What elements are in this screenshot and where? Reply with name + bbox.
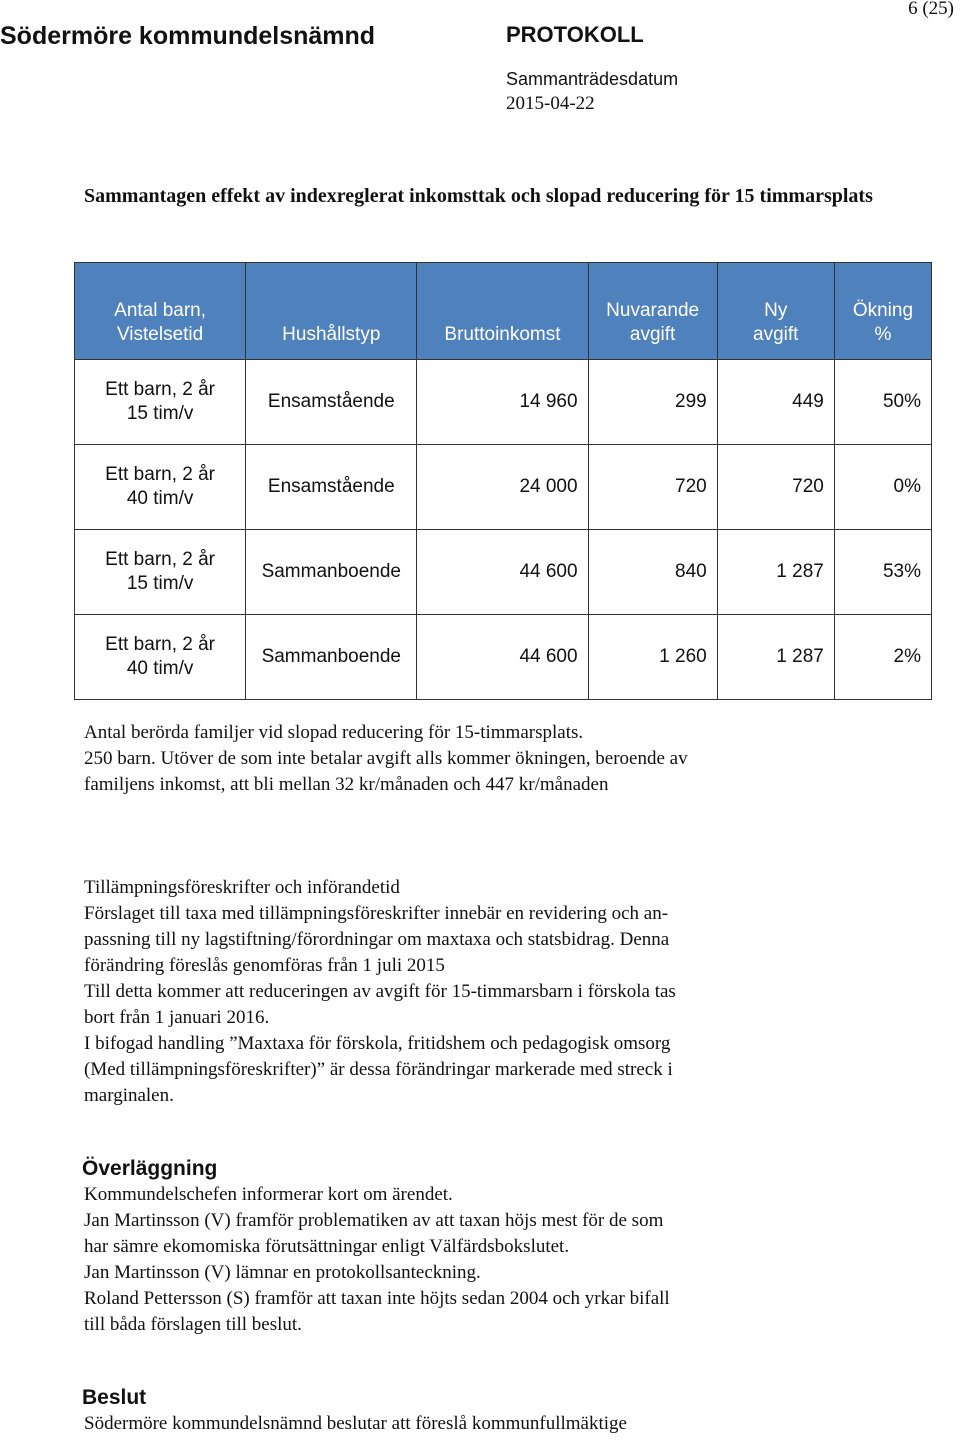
cell-new-fee: 720 xyxy=(717,445,834,530)
col-header-increase: Ökning % xyxy=(834,263,931,360)
rules-heading: Tillämpningsföreskrifter och införandetid xyxy=(84,877,400,898)
deliberation-line: till båda förslagen till beslut. xyxy=(84,1314,302,1335)
cell-new-fee: 1 287 xyxy=(717,615,834,700)
rules-line: passning till ny lagstiftning/förordningar om maxtaxa och statsbidrag. Denna xyxy=(84,929,670,950)
cell-household: Ensamstående xyxy=(246,360,417,445)
col-header-current-fee: Nuvarande avgift xyxy=(588,263,717,360)
note-line: 250 barn. Utöver de som inte betalar avgift alls kommer ökningen, beroende av xyxy=(84,748,688,769)
rules-line: förändring föreslås genomföras från 1 juli 2015 xyxy=(84,955,445,976)
cell-current-fee: 1 260 xyxy=(588,615,717,700)
deliberation-line: Jan Martinsson (V) framför problematiken av att taxan höjs mest för de som xyxy=(84,1210,664,1231)
meeting-date: 2015-04-22 xyxy=(506,93,595,114)
rules-line: marginalen. xyxy=(84,1085,174,1106)
cell-children: Ett barn, 2 år 15 tim/v xyxy=(75,360,246,445)
cell-increase: 0% xyxy=(834,445,931,530)
deliberation-heading: Överläggning xyxy=(82,1157,218,1180)
cell-gross-income: 24 000 xyxy=(417,445,588,530)
decision-heading: Beslut xyxy=(82,1386,147,1409)
table-header-row xyxy=(75,263,932,360)
cell-children: Ett barn, 2 år 40 tim/v xyxy=(75,445,246,530)
decision-text xyxy=(84,1411,804,1437)
col-header-children: Antal barn, Vistelsetid xyxy=(75,263,246,360)
cell-increase: 53% xyxy=(834,530,931,615)
cell-gross-income: 44 600 xyxy=(417,530,588,615)
page-number: 6 (25) xyxy=(908,0,954,19)
note-line: familjens inkomst, att bli mellan 32 kr/månaden och 447 kr/månaden xyxy=(84,774,609,795)
cell-household: Sammanboende xyxy=(246,615,417,700)
deliberation-text xyxy=(84,1182,804,1338)
cell-increase: 2% xyxy=(834,615,931,700)
affected-families-note xyxy=(84,720,804,798)
cell-gross-income: 44 600 xyxy=(417,615,588,700)
section-title: Sammantagen effekt av indexreglerat inkomsttak och slopad reducering för 15 timmarsplats xyxy=(84,185,873,207)
meeting-date-label: Sammanträdesdatum xyxy=(506,69,679,89)
cell-household: Ensamstående xyxy=(246,445,417,530)
deliberation-line: Roland Pettersson (S) framför att taxan inte höjts sedan 2004 och yrkar bifall xyxy=(84,1288,670,1309)
col-header-household: Hushållstyp xyxy=(246,263,417,360)
rules-line: (Med tillämpningsföreskrifter)” är dessa förändringar markerade med streck i xyxy=(84,1059,673,1080)
note-line: Antal berörda familjer vid slopad reducering för 15-timmarsplats. xyxy=(84,722,584,743)
cell-household: Sammanboende xyxy=(246,530,417,615)
table-row xyxy=(75,530,932,615)
deliberation-line: har sämre ekomomiska förutsättningar enligt Välfärdsbokslutet. xyxy=(84,1236,570,1257)
cell-increase: 50% xyxy=(834,360,931,445)
col-header-gross-income: Bruttoinkomst xyxy=(417,263,588,360)
cell-new-fee: 449 xyxy=(717,360,834,445)
implementation-rules xyxy=(84,875,824,1109)
table-row xyxy=(75,615,932,700)
org-name: Södermöre kommundelsnämnd xyxy=(0,22,376,50)
table-row xyxy=(75,445,932,530)
rules-line: Till detta kommer att reduceringen av avgift för 15-timmarsbarn i förskola tas xyxy=(84,981,676,1002)
rules-line: Förslaget till taxa med tillämpningsföreskrifter innebär en revidering och an- xyxy=(84,903,669,924)
cell-children: Ett barn, 2 år 40 tim/v xyxy=(75,615,246,700)
cell-current-fee: 720 xyxy=(588,445,717,530)
deliberation-line: Kommundelschefen informerar kort om ärendet. xyxy=(84,1184,453,1205)
col-header-new-fee: Ny avgift xyxy=(717,263,834,360)
rules-line: bort från 1 januari 2016. xyxy=(84,1007,270,1028)
table-row xyxy=(75,360,932,445)
cell-new-fee: 1 287 xyxy=(717,530,834,615)
fee-table xyxy=(74,262,932,700)
cell-gross-income: 14 960 xyxy=(417,360,588,445)
cell-current-fee: 299 xyxy=(588,360,717,445)
deliberation-line: Jan Martinsson (V) lämnar en protokollsanteckning. xyxy=(84,1262,481,1283)
document-type: PROTOKOLL xyxy=(506,22,644,47)
cell-children: Ett barn, 2 år 15 tim/v xyxy=(75,530,246,615)
rules-line: I bifogad handling ”Maxtaxa för förskola, fritidshem och pedagogisk omsorg xyxy=(84,1033,671,1054)
cell-current-fee: 840 xyxy=(588,530,717,615)
decision-line: Södermöre kommundelsnämnd beslutar att föreslå kommunfullmäktige xyxy=(84,1413,627,1434)
